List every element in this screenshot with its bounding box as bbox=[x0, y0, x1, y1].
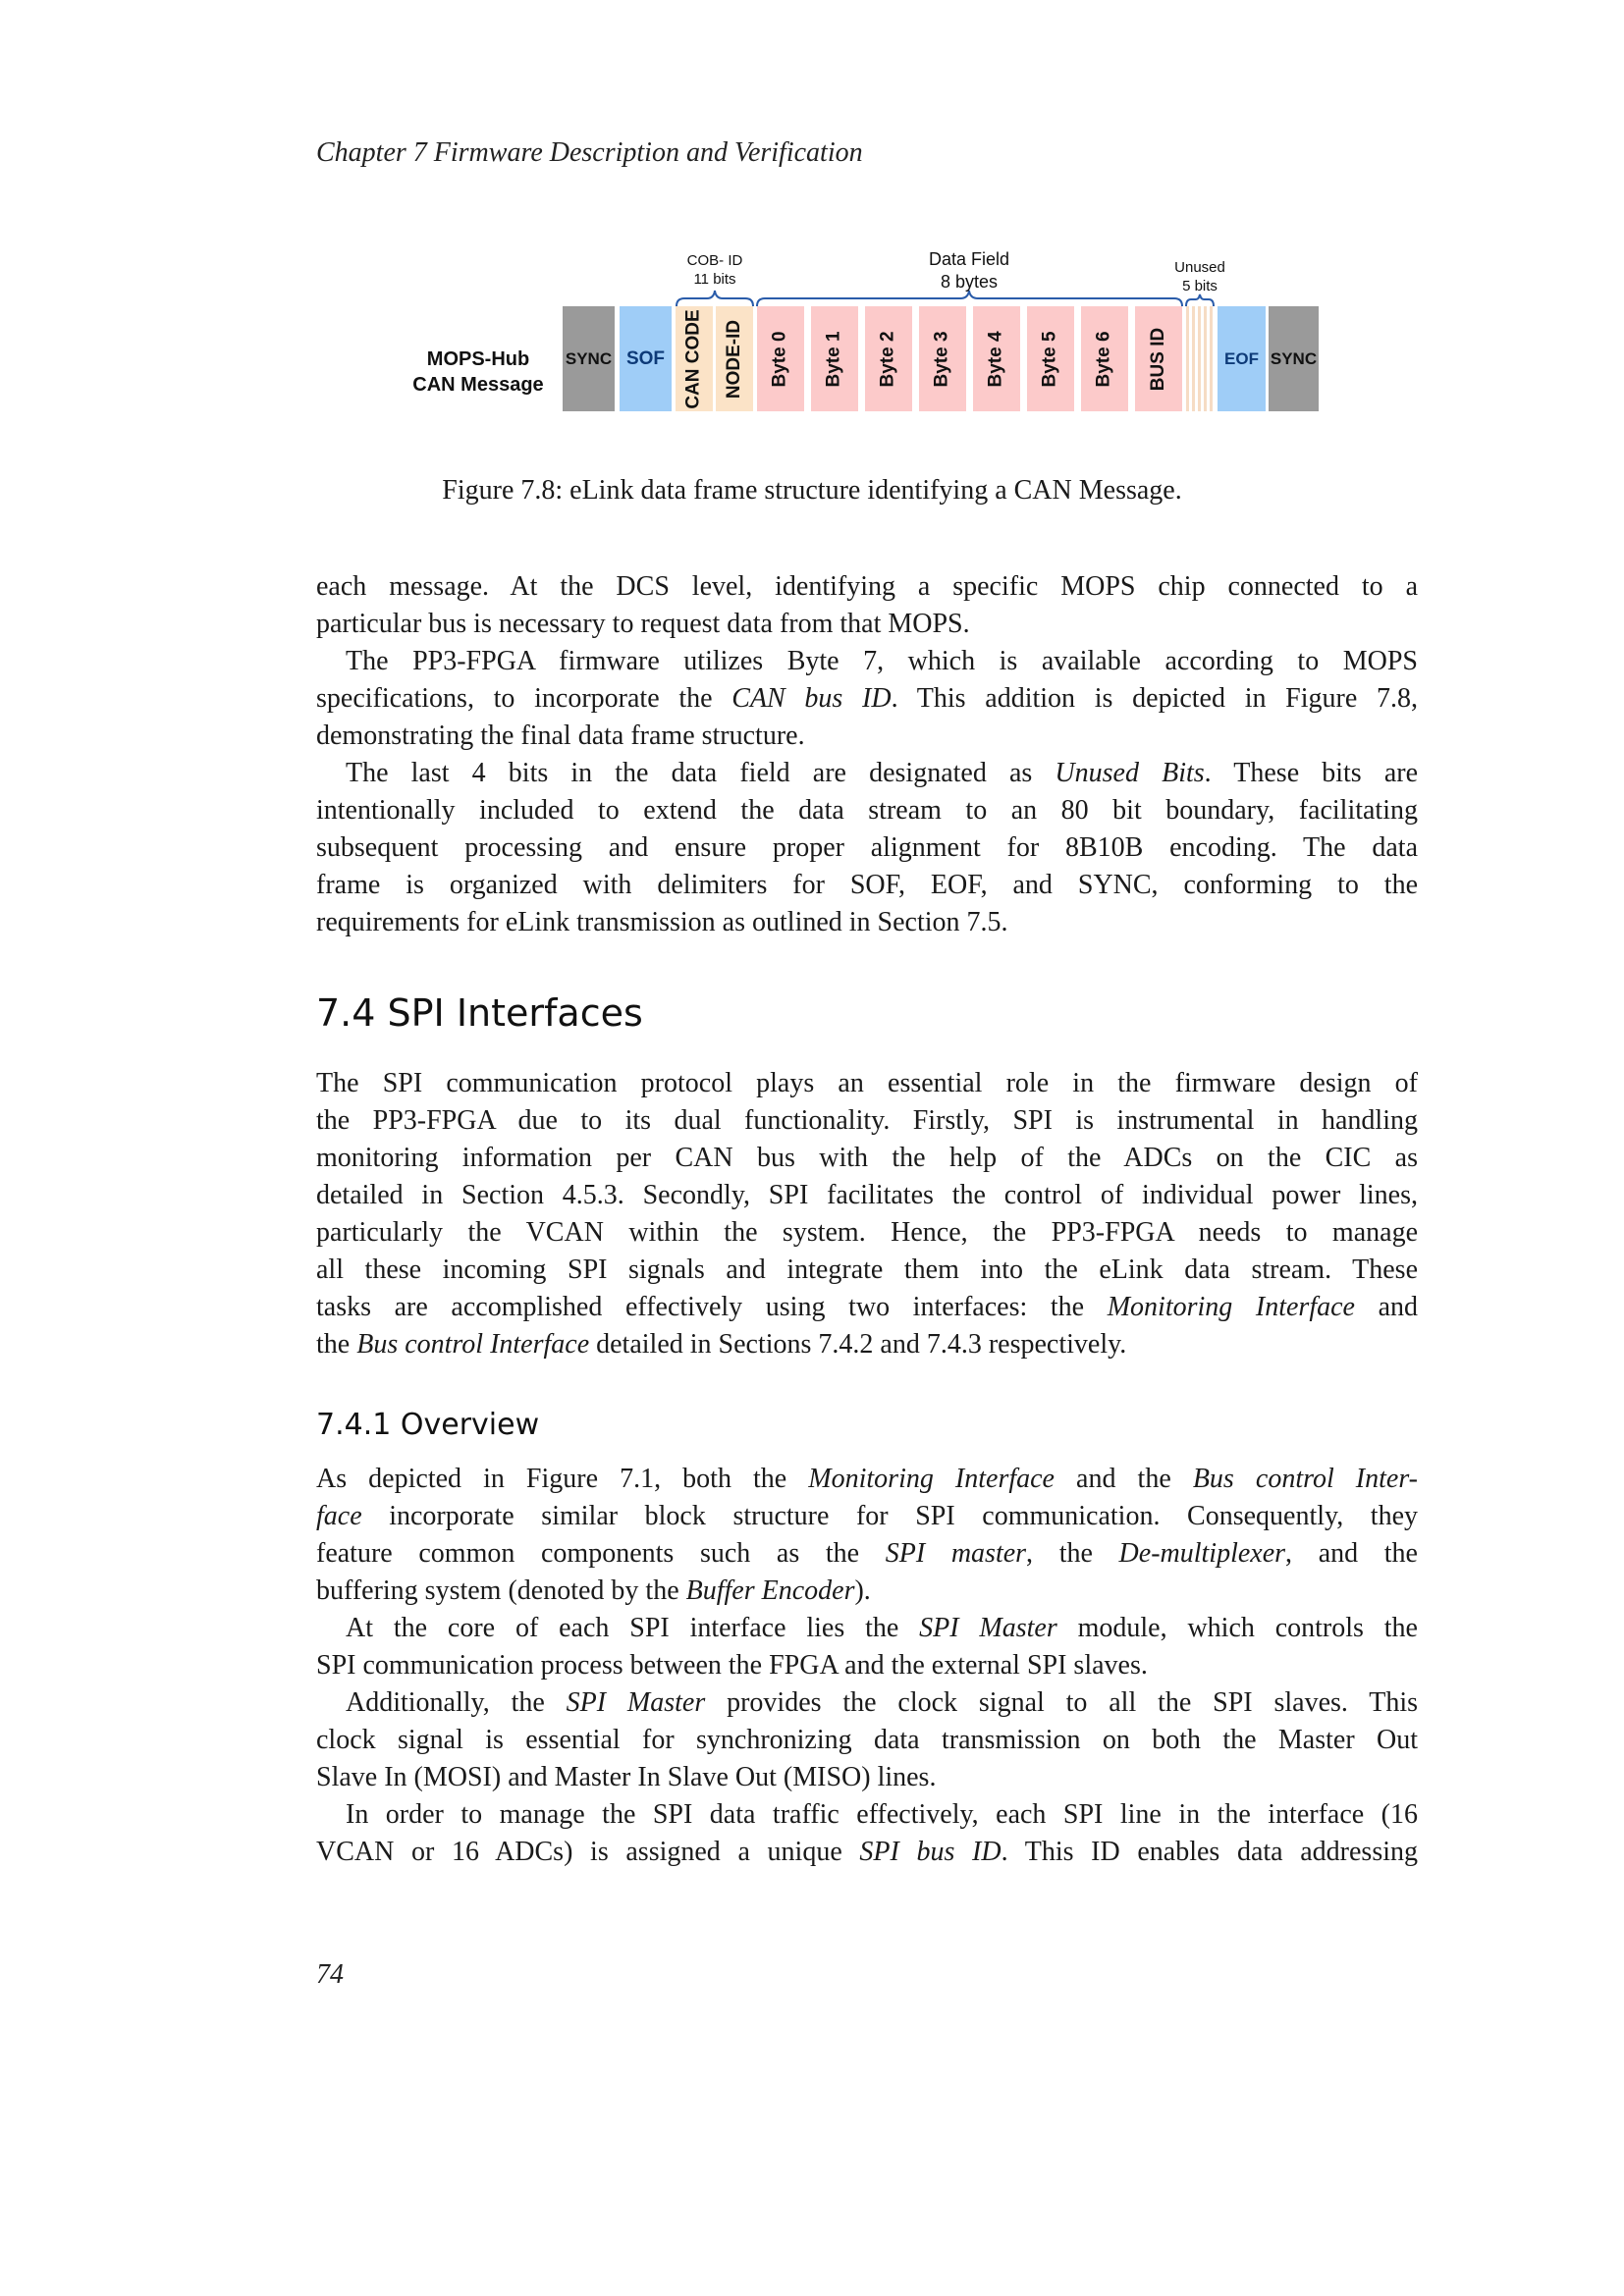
unused-note: Unused 5 bits bbox=[1174, 259, 1225, 294]
paragraph-4: The SPI communication protocol plays an essential role in the firmware design of the PP3-FPGA due to its dual functionality. Firstly, SPI is instrumental in handling monitoring information per CAN bus with the help of the ADCs on the CIC as detailed in Section 4.5.3. Secondly, SPI facilitates the control of individual power lines, particularly the VCAN within the system. Hence, the PP3-FPGA needs to manage all these incoming SPI signals and integrate them into the eLink data stream. These tasks are accomplished effectively using two interfaces: the Monitoring Interface and the Bus control Interface detailed in Sections 7.4.2 and 7.4.3 respectively. bbox=[316, 1068, 1419, 1360]
paragraph-6: At the core of each SPI interface lies the SPI Master module, which controls the SPI communication process between the FPGA and the external SPI slaves. bbox=[316, 1613, 1418, 1681]
field-byte-6: Byte 6 bbox=[1081, 306, 1128, 411]
section-title: 7.4 SPI Interfaces bbox=[316, 991, 643, 1035]
figure-caption: Figure 7.8: eLink data frame structure identifying a CAN Message. bbox=[442, 475, 1182, 506]
field-group-braces bbox=[0, 0, 1624, 324]
field-byte-4: Byte 4 bbox=[973, 306, 1020, 411]
paragraph-8: In order to manage the SPI data traffic effectively, each SPI line in the interface (16 VCAN or 16 ADCs) is assigned a unique SPI bus ID. This ID enables data addressing bbox=[316, 1799, 1418, 1867]
cob-id-note: COB- ID 11 bits bbox=[686, 252, 743, 288]
paragraph-7: Additionally, the SPI Master provides the clock signal to all the SPI slaves. This clock signal is essential for synchronizing data transmission on both the Master Out Slave In (MOSI) and Master In Slave Out (MISO) lines. bbox=[316, 1687, 1419, 1792]
field-byte-5: Byte 5 bbox=[1027, 306, 1074, 411]
field-byte-0: Byte 0 bbox=[757, 306, 804, 411]
frame-row-label-line2: CAN Message bbox=[412, 374, 544, 396]
frame-row-label-line1: MOPS-Hub bbox=[426, 348, 530, 370]
field-can-code: CAN CODE bbox=[676, 306, 713, 411]
data-field-note: Data Field 8 bytes bbox=[928, 249, 1010, 292]
field-sof: SOF bbox=[620, 306, 672, 411]
field-byte-2: Byte 2 bbox=[865, 306, 912, 411]
field-eof: EOF bbox=[1218, 306, 1266, 411]
field-sync-end: SYNC bbox=[1269, 306, 1319, 411]
paragraph-3: The last 4 bits in the data field are designated as Unused Bits. These bits are intentionally included to extend the data stream to an 80 bit boundary, facilitating subsequent processing and ensure proper alignment for 8B10B encoding. The data frame is organized with delimiters for SOF, EOF, and SYNC, conforming to the requirements for eLink transmission as outlined in Section 7.5. bbox=[316, 758, 1419, 937]
paragraph-1: each message. At the DCS level, identifying a specific MOPS chip connected to a particular bus is necessary to request data from that MOPS. bbox=[316, 571, 1418, 639]
frame-row-label bbox=[385, 347, 571, 398]
subsection-title: 7.4.1 Overview bbox=[316, 1408, 540, 1442]
field-bus-id: BUS ID bbox=[1135, 306, 1182, 411]
paragraph-2: The PP3-FPGA firmware utilizes Byte 7, which is available according to MOPS specifications, to incorporate the CAN bus ID. This addition is depicted in Figure 7.8, demonstrating the final data frame structure. bbox=[316, 646, 1418, 751]
brace-cob-id bbox=[677, 291, 753, 306]
field-byte-1: Byte 1 bbox=[811, 306, 858, 411]
paragraph-5: As depicted in Figure 7.1, both the Monitoring Interface and the Bus control Inter- face incorporate similar block structure for SPI communication. Consequently, they feature common components such as the SPI master, the De-multiplexer, and the buffering system (denoted by the Buffer Encoder). bbox=[316, 1464, 1418, 1606]
running-head: Chapter 7 Firmware Description and Verification bbox=[316, 137, 863, 168]
page-number: 74 bbox=[316, 1959, 344, 1990]
field-byte-3: Byte 3 bbox=[919, 306, 966, 411]
field-node-id: NODE-ID bbox=[716, 306, 753, 411]
figure-7-8 bbox=[0, 0, 1624, 550]
field-sync-start: SYNC bbox=[563, 306, 615, 411]
brace-unused bbox=[1186, 294, 1214, 306]
